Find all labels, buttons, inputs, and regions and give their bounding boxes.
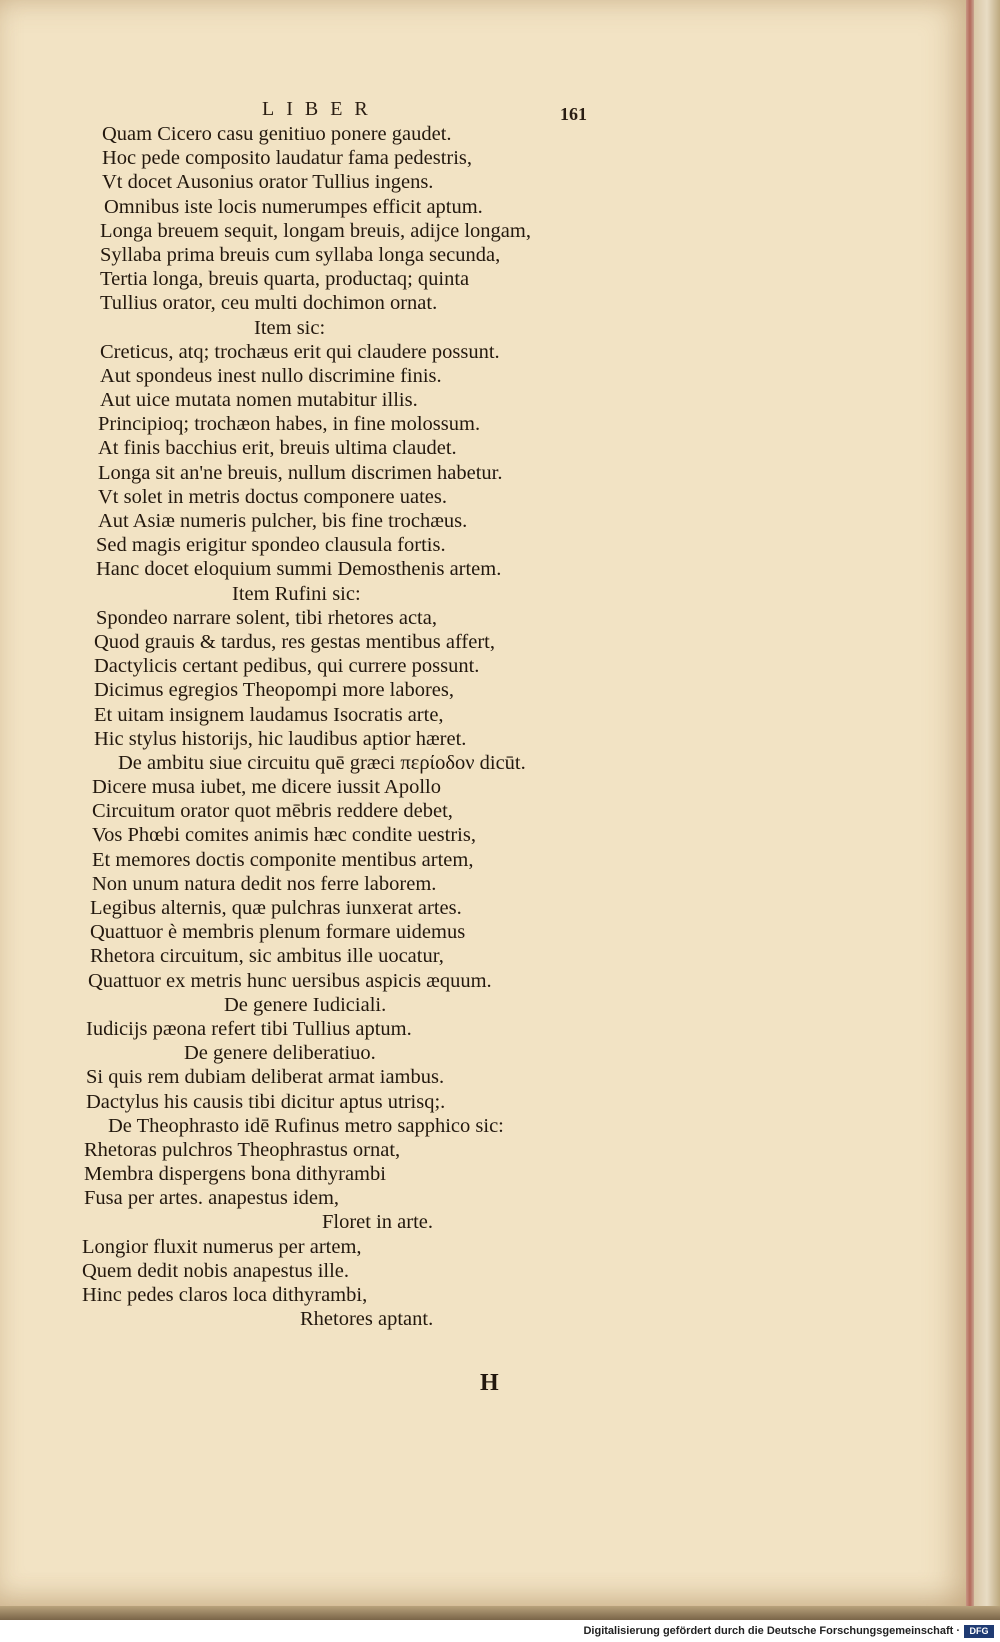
text-line: Aut spondeus inest nullo discrimine finis.	[100, 364, 442, 387]
scan-bottom-band	[0, 1606, 1000, 1620]
text-line: Si quis rem dubiam deliberat armat iambus.	[86, 1066, 445, 1089]
text-line: Hoc pede composito laudatur fama pedestris,	[102, 147, 473, 170]
text-line: Longa breuem sequit, longam breuis, adijce longam,	[100, 219, 531, 242]
section-heading: De genere deliberatiuo.	[184, 1042, 376, 1065]
text-line: Creticus, atq; trochæus erit qui claudere possunt.	[100, 340, 500, 363]
text-line: Longior fluxit numerus per artem,	[82, 1235, 362, 1258]
text-line: Dicimus egregios Theopompi more labores,	[94, 679, 455, 702]
text-line: Quattuor ex metris hunc uersibus aspicis æquum.	[88, 969, 492, 992]
footer-credit-bar	[0, 1622, 1000, 1642]
text-line: Et uitam insignem laudamus Isocratis arte,	[94, 703, 444, 726]
text-line: Dactylus his causis tibi dicitur aptus utrisq;.	[86, 1090, 446, 1113]
text-line: Rhetoras pulchros Theophrastus ornat,	[84, 1138, 401, 1161]
page-number: 161	[560, 104, 587, 124]
text-line: Quam Cicero casu genitiuo ponere gaudet.	[102, 123, 452, 145]
text-line: Hanc docet eloquium summi Demosthenis artem.	[96, 558, 502, 581]
signature-mark: H	[480, 1370, 499, 1396]
text-line: At finis bacchius erit, breuis ultima claudet.	[98, 437, 457, 460]
text-line: Non unum natura dedit nos ferre laborem.	[92, 872, 437, 895]
text-line: Hic stylus historijs, hic laudibus aptior hæret.	[94, 727, 467, 750]
text-line: Dicere musa iubet, me dicere iussit Apollo	[92, 776, 441, 799]
page-edge-red	[966, 0, 974, 1606]
text-line: Legibus alternis, quæ pulchras iunxerat artes.	[90, 897, 462, 919]
text-line: Floret in arte.	[322, 1211, 434, 1234]
section-heading: De Theophrasto idē Rufinus metro sapphico sic:	[108, 1114, 504, 1137]
text-line: Longa sit an'ne breuis, nullum discrimen habetur.	[98, 461, 503, 484]
section-heading: De ambitu siue circuitu quē græci περίοδον dicūt.	[118, 751, 526, 774]
text-line: Circuitum orator quot mēbris reddere debet,	[92, 800, 453, 823]
text-line: Hinc pedes claros loca dithyrambi,	[82, 1284, 368, 1306]
text-line: Quem dedit nobis anapestus ille.	[82, 1259, 350, 1282]
text-line: Omnibus iste locis numerumpes efficit aptum.	[104, 195, 483, 218]
text-line: Aut Asiæ numeris pulcher, bis fine trochæus.	[98, 510, 468, 532]
text-line: Spondeo narrare solent, tibi rhetores acta,	[96, 606, 437, 629]
section-heading: Item Rufini sic:	[232, 582, 361, 605]
funding-credit: Digitalisierung gefördert durch die Deutsche Forschungsgemeinschaft ·	[583, 1625, 960, 1637]
text-line: Vt docet Ausonius orator Tullius ingens.	[102, 171, 434, 194]
text-block	[0, 122, 972, 1331]
text-line: Rhetores aptant.	[300, 1308, 434, 1331]
running-head: LIBER	[262, 98, 380, 120]
text-line: Principioq; trochæon habes, in fine molossum.	[98, 413, 481, 436]
text-line: Vos Phœbi comites animis hæc condite uestris,	[92, 824, 476, 847]
page-edge-stack	[974, 0, 1000, 1620]
section-heading: De genere Iudiciali.	[224, 993, 387, 1016]
text-line: Vt solet in metris doctus componere uates.	[98, 485, 447, 508]
text-line: Syllaba prima breuis cum syllaba longa secunda,	[100, 243, 501, 266]
text-line: Et memores doctis componite mentibus artem,	[92, 848, 474, 871]
text-line: Fusa per artes. anapestus idem,	[84, 1187, 340, 1210]
text-line: Dactylicis certant pedibus, qui currere possunt.	[94, 655, 480, 678]
text-line: Tullius orator, ceu multi dochimon ornat.	[100, 292, 438, 315]
text-line: Quattuor è membris plenum formare uidemus	[90, 921, 466, 944]
text-line: Sed magis erigitur spondeo clausula fortis.	[96, 534, 446, 557]
text-line: Quod grauis & tardus, res gestas mentibus affert,	[94, 630, 495, 653]
text-line: Membra dispergens bona dithyrambi	[84, 1163, 386, 1186]
text-line: Rhetora circuitum, sic ambitus ille uocatur,	[90, 945, 444, 968]
text-line: Iudicijs pæona refert tibi Tullius aptum.	[86, 1017, 412, 1040]
section-heading: Item sic:	[254, 316, 326, 339]
text-line: Aut uice mutata nomen mutabitur illis.	[100, 389, 418, 412]
dfg-logo: DFG	[964, 1625, 994, 1638]
text-line: Tertia longa, breuis quarta, productaq; quinta	[100, 268, 470, 291]
